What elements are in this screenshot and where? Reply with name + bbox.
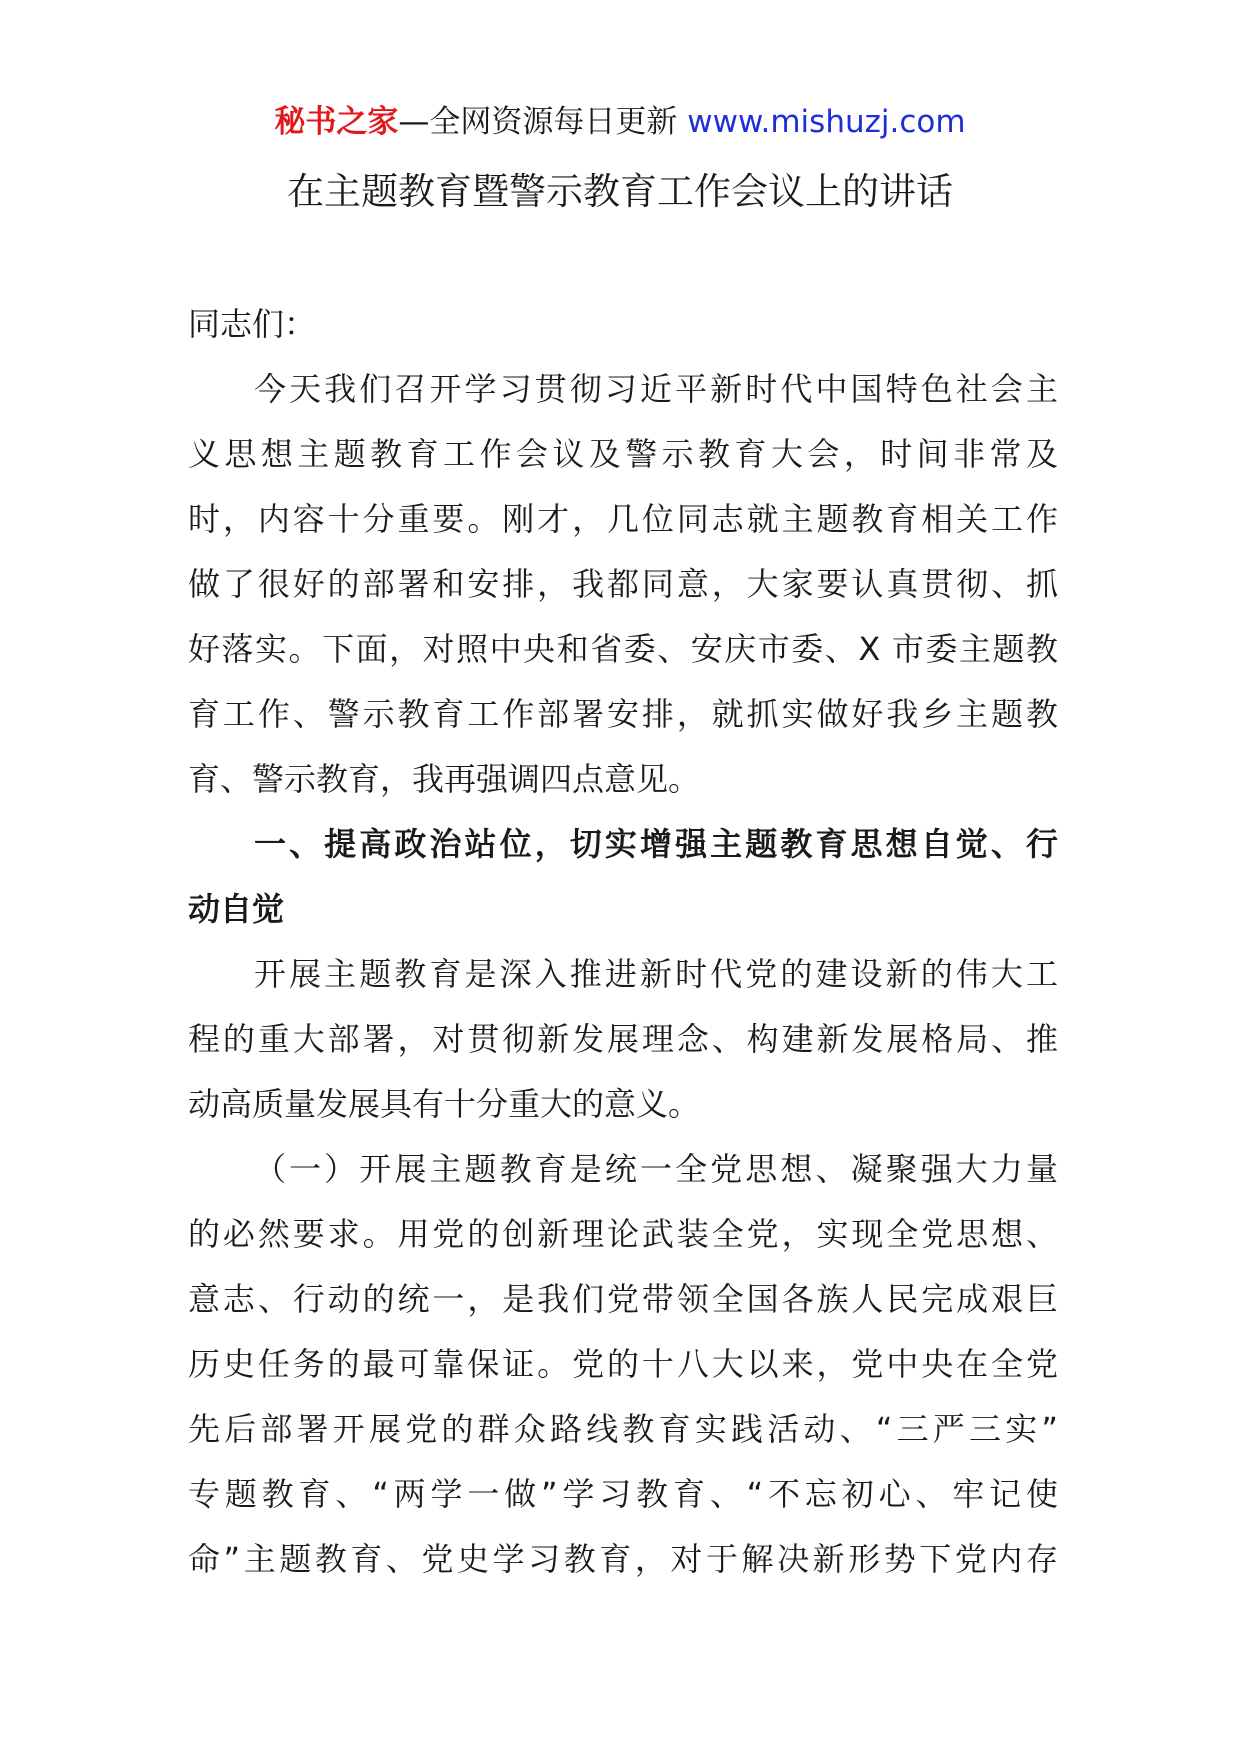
paragraph-line: （一）开展主题教育是统一全党思想、凝聚强大力量 <box>254 1150 1058 1188</box>
paragraph-line: 好落实。下面，对照中央和省委、安庆市委、X 市委主题教 <box>188 630 1058 668</box>
site-url-link[interactable]: www.mishuzj.com <box>687 104 966 140</box>
paragraph-line: 意志、行动的统一，是我们党带领全国各族人民完成艰巨 <box>188 1280 1058 1318</box>
paragraph-line: 先后部署开展党的群众路线教育实践活动、“三严三实” <box>188 1410 1058 1448</box>
brand-name: 秘书之家 <box>274 104 399 140</box>
salutation-line: 同志们： <box>188 305 317 343</box>
paragraph-line: 今天我们召开学习贯彻习近平新时代中国特色社会主 <box>254 370 1058 408</box>
section-heading-line: 动自觉 <box>188 890 285 928</box>
document-title: 在主题教育暨警示教育工作会议上的讲话 <box>287 170 953 213</box>
paragraph-line: 动高质量发展具有十分重大的意义。 <box>188 1085 701 1123</box>
paragraph-line: 育工作、警示教育工作部署安排，就抓实做好我乡主题教 <box>188 695 1058 733</box>
section-heading-line: 一、提高政治站位，切实增强主题教育思想自觉、行 <box>254 825 1058 863</box>
paragraph-line: 历史任务的最可靠保证。党的十八大以来，党中央在全党 <box>188 1345 1058 1383</box>
paragraph-line: 做了很好的部署和安排，我都同意，大家要认真贯彻、抓 <box>188 565 1058 603</box>
paragraph-line: 时，内容十分重要。刚才，几位同志就主题教育相关工作 <box>188 500 1058 538</box>
banner-tagline: —全网资源每日更新 <box>398 104 678 140</box>
paragraph-line: 命”主题教育、党史学习教育，对于解决新形势下党内存 <box>188 1540 1058 1578</box>
paragraph-line: 开展主题教育是深入推进新时代党的建设新的伟大工 <box>254 955 1058 993</box>
paragraph-line: 专题教育、“两学一做”学习教育、“不忘初心、牢记使 <box>188 1475 1058 1513</box>
site-banner <box>0 100 1240 144</box>
speech-body <box>188 292 1058 1592</box>
paragraph-line: 程的重大部署，对贯彻新发展理念、构建新发展格局、推 <box>188 1020 1058 1058</box>
paragraph-line: 义思想主题教育工作会议及警示教育大会，时间非常及 <box>188 435 1058 473</box>
paragraph-line: 育、警示教育，我再强调四点意见。 <box>188 760 701 798</box>
paragraph-line: 的必然要求。用党的创新理论武装全党，实现全党思想、 <box>188 1215 1058 1253</box>
